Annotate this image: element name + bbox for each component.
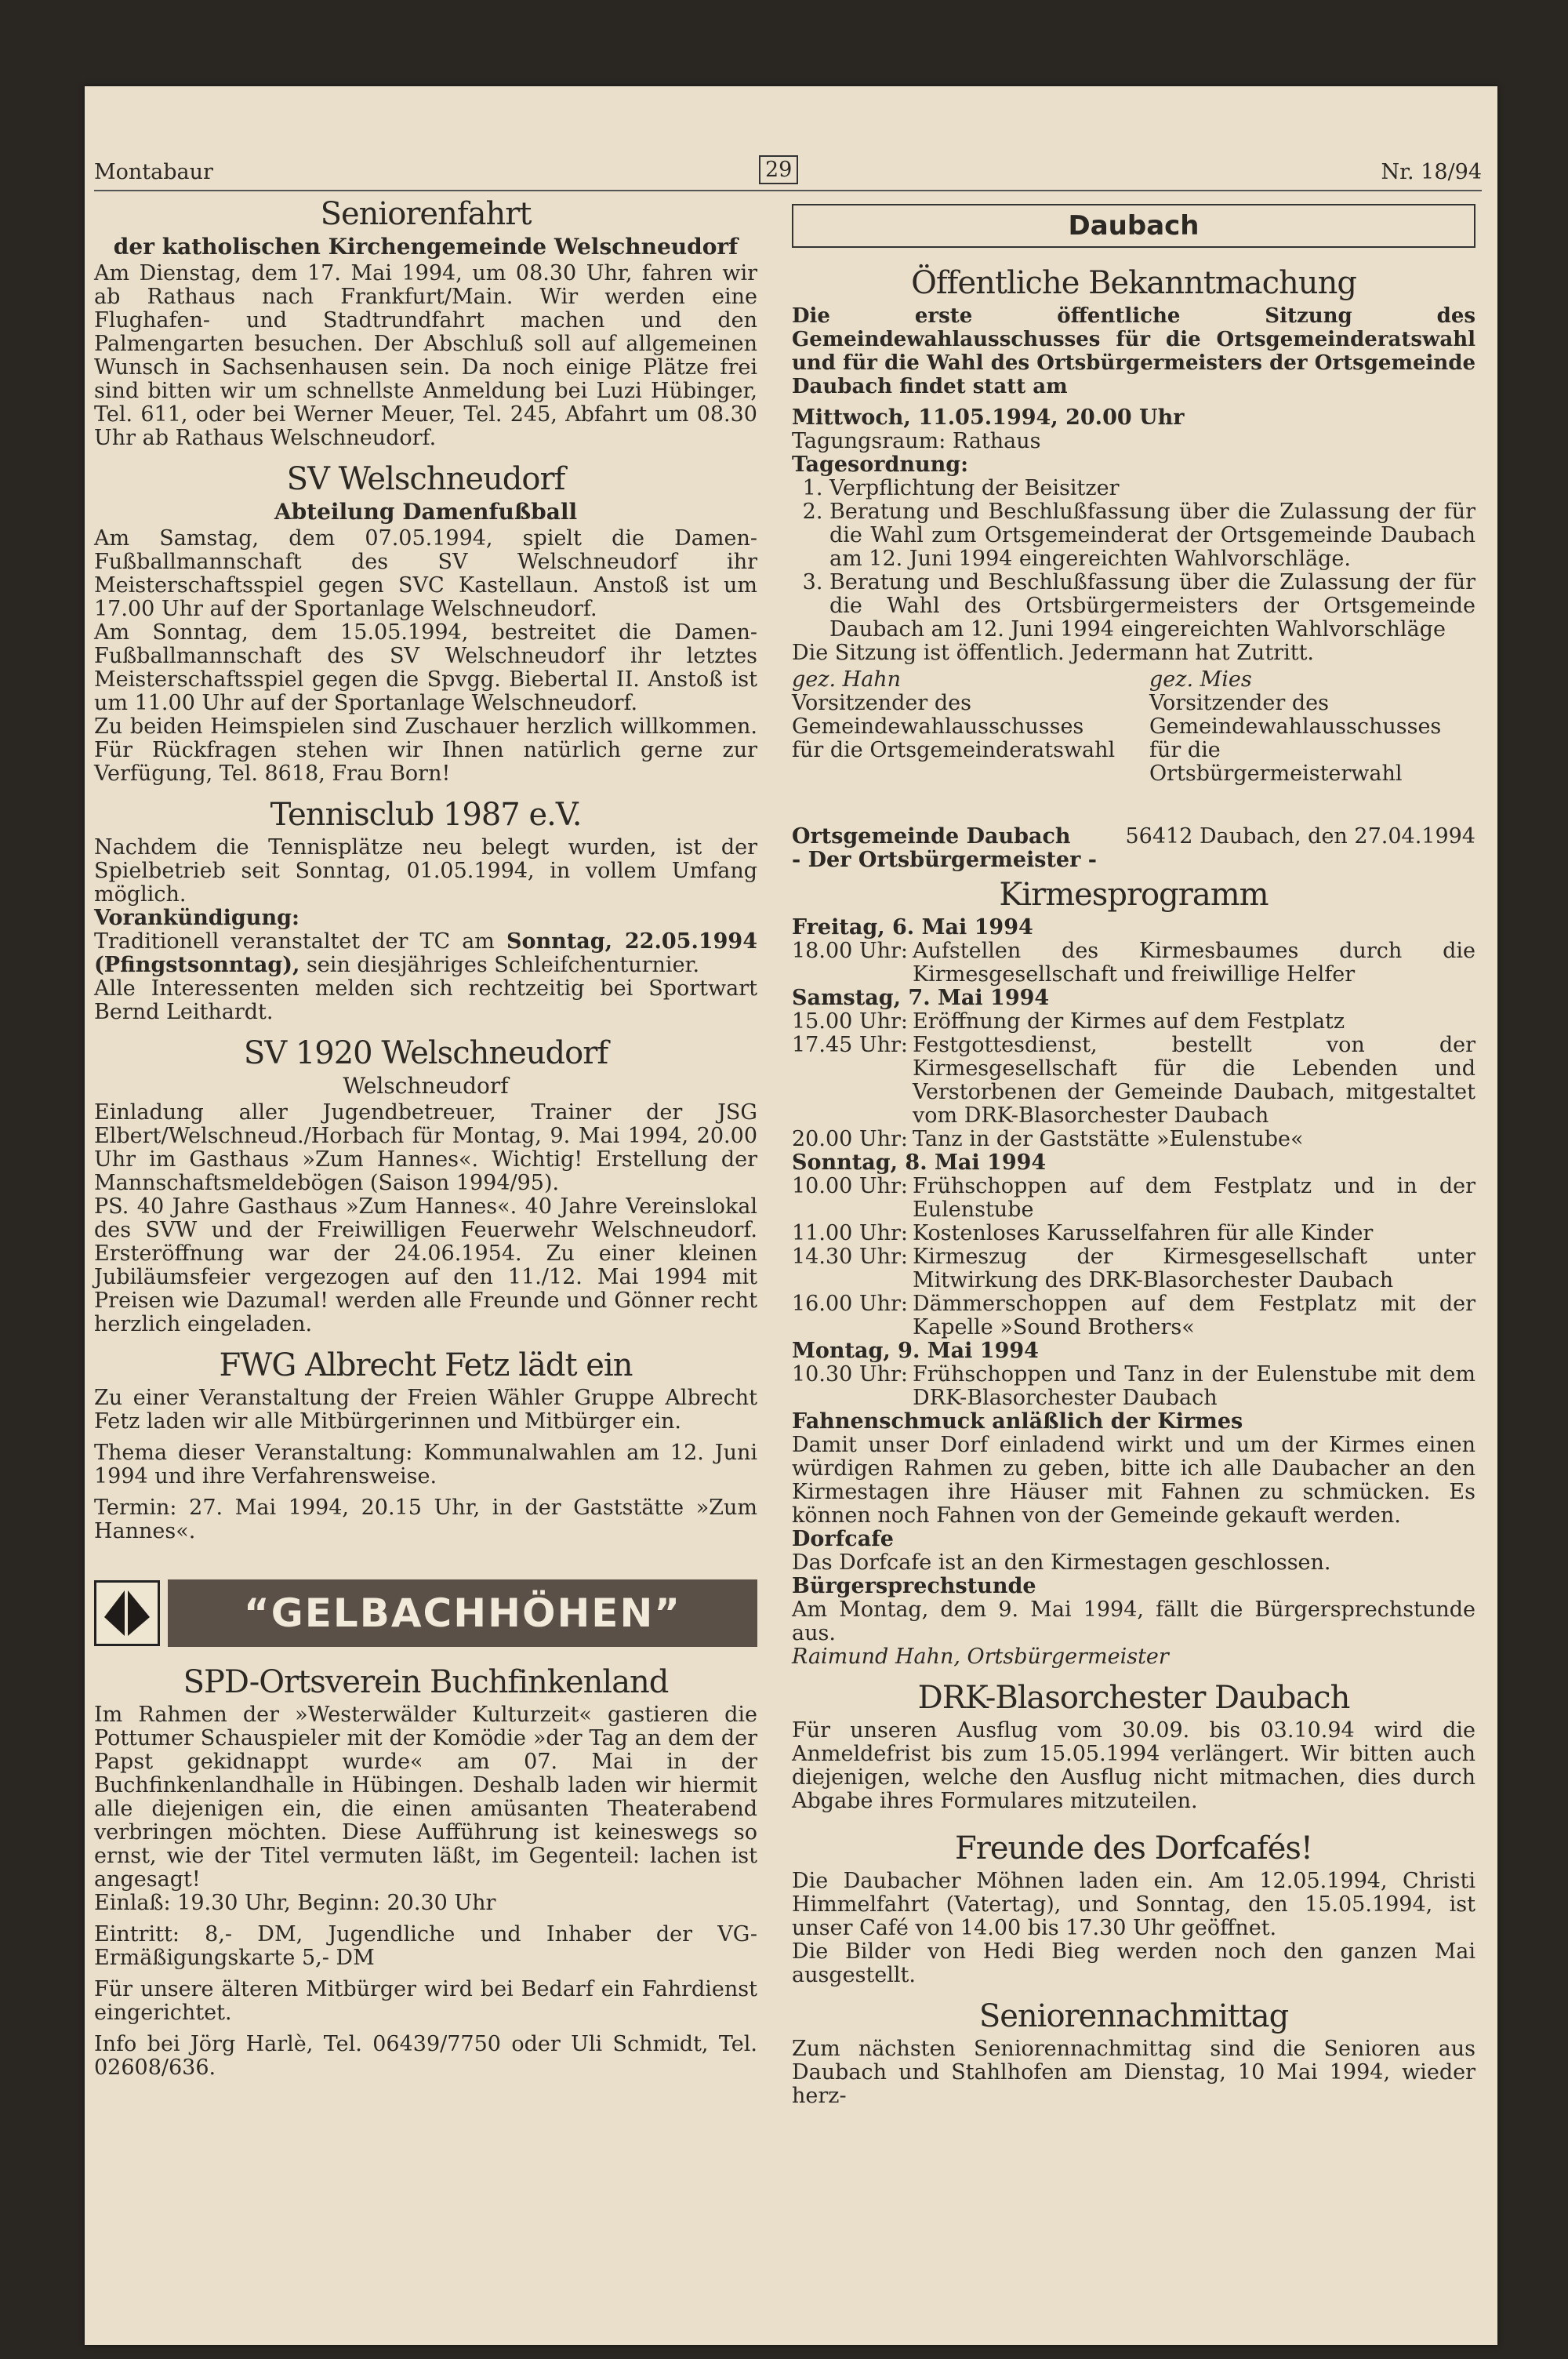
agenda-item: 2. Beratung und Beschlußfassung über die Zulassung der für die Wahl zum Ortsgemeinderat der Ortsgemeinde Daubach am 12. Juni 1994 eingereichten Wahlvorschläge. bbox=[829, 500, 1475, 571]
kirmes-entry bbox=[792, 1222, 1475, 1245]
kirmes-time: 11.00 Uhr: bbox=[792, 1221, 909, 1245]
signature-role: Vorsitzender des Gemeindewahlausschusses für die Ortsgemeinderatswahl bbox=[792, 691, 1116, 762]
agenda-item: 1. Verpflichtung der Beisitzer bbox=[829, 477, 1475, 500]
kirmes-time: 15.00 Uhr: bbox=[792, 1009, 909, 1034]
kirmes-entry bbox=[792, 1128, 1475, 1151]
bekanntmachung-title: Öffentliche Bekanntmachung bbox=[911, 265, 1356, 301]
kirmes-entry bbox=[792, 1010, 1475, 1034]
seniorenfahrt-title: Seniorenfahrt bbox=[320, 196, 532, 232]
header-town: Montabaur bbox=[94, 160, 213, 184]
signature-role: Vorsitzender des Gemeindewahlausschusses für die Ortsbürgermeisterwahl bbox=[1149, 691, 1442, 786]
bekanntmachung-room: Tagungsraum: Rathaus bbox=[792, 429, 1041, 453]
spd-paragraph: Für unsere älteren Mitbürger wird bei Bedarf ein Fahrdienst eingerichtet. bbox=[94, 1977, 757, 2025]
tennis-text-c: sein diesjähriges Schleifchenturnier. bbox=[299, 953, 700, 977]
kirmes-desc: Eröffnung der Kirmes auf dem Festplatz bbox=[913, 1009, 1345, 1034]
kirmes-entry bbox=[792, 1363, 1475, 1410]
fwg-paragraph: Thema dieser Veranstaltung: Kommunalwahlen am 12. Juni 1994 und ihre Verfahrensweise. bbox=[94, 1441, 757, 1488]
spd-paragraph: Im Rahmen der »Westerwälder Kulturzeit« gastieren die Pottumer Schauspieler mit der Komödie »der Tag an dem der Papst gekidnappt wurde« am 07. Mai in der Buchfinkenlandhalle in Hübingen. Deshalb laden wir hiermit alle diejenigen ein, die einen amüsanten Theaterabend verbringen möchten. Diese Aufführung ist keineswegs so ernst, wie der Titel vermuten läßt, im Gegenteil: lachen ist angesagt! bbox=[94, 1703, 757, 1892]
kirmes-time: 10.00 Uhr: bbox=[792, 1174, 909, 1198]
kirmes-desc: Frühschoppen und Tanz in der Eulenstube mit dem DRK-Blasorchester Daubach bbox=[913, 1362, 1475, 1410]
kirmes-desc: Festgottesdienst, bestellt von der Kirmesgesellschaft für die Lebenden und Verstorbenen der Gemeinde Daubach, mitgestaltet vom DRK-Blasorchester Daubach bbox=[913, 1033, 1475, 1128]
seniorenfahrt-subtitle: der katholischen Kirchengemeinde Welschneudorf bbox=[113, 234, 739, 260]
issue-number: Nr. 18/94 bbox=[1381, 160, 1482, 184]
kirmes-entry bbox=[792, 940, 1475, 987]
sv-paragraph: Am Sonntag, dem 15.05.1994, bestreitet die Damen-Fußballmannschaft des SV Welschneudorf ihr letztes Meisterschaftsspiel gegen die Spvgg. Biebertal II. Anstoß ist um 11.00 Uhr auf der Sportanlage Welschneudorf. bbox=[94, 620, 757, 715]
kirmes-time: 20.00 Uhr: bbox=[792, 1127, 909, 1151]
kirmes-entry bbox=[792, 1245, 1475, 1292]
fwg-title: FWG Albrecht Fetz lädt ein bbox=[219, 1347, 633, 1383]
kirmes-desc: Kirmeszug der Kirmesgesellschaft unter Mitwirkung des DRK-Blasorchester Daubach bbox=[913, 1245, 1475, 1292]
kirmes-desc: Dämmerschoppen auf dem Festplatz mit der Kapelle »Sound Brothers« bbox=[913, 1292, 1475, 1339]
sv-subtitle: Abteilung Damenfußball bbox=[274, 499, 578, 525]
fahnen-text: Damit unser Dorf einladend wirkt und um der Kirmes einen würdigen Rahmen zu geben, bitte ich alle Daubacher an den Kirmestagen ihre Häuser mit Fahnen zu schmücken. Es können noch Fahnen von der Gemeinde gekauft werden. bbox=[792, 1433, 1475, 1528]
section-daubach: Daubach bbox=[792, 204, 1475, 248]
tennis-paragraph: Alle Interessenten melden sich rechtzeitig bei Sportwart Bernd Leithardt. bbox=[94, 976, 757, 1024]
signature-block bbox=[792, 668, 1118, 786]
gelbach-logo-icon bbox=[94, 1580, 160, 1646]
kirmes-time: 14.30 Uhr: bbox=[792, 1245, 909, 1269]
buergersprechstunde-text: Am Montag, dem 9. Mai 1994, fällt die Bürgersprechstunde aus. bbox=[792, 1598, 1475, 1645]
gelbachhoehen-banner bbox=[94, 1579, 757, 1647]
sv1920-subtitle: Welschneudorf bbox=[343, 1073, 509, 1099]
kirmes-signature: Raimund Hahn, Ortsbürgermeister bbox=[792, 1645, 1169, 1669]
ortsgemeinde-row bbox=[792, 825, 1475, 849]
tennis-text-a: Traditionell veranstaltet der TC am bbox=[94, 929, 506, 954]
freunde-paragraph: Die Bilder von Hedi Bieg werden noch den ganzen Mai ausgestellt. bbox=[792, 1939, 1475, 1987]
bekanntmachung-public: Die Sitzung ist öffentlich. Jedermann hat Zutritt. bbox=[792, 641, 1314, 665]
tennis-label: Vorankündigung: bbox=[94, 906, 299, 930]
ortsgemeinde-date: 56412 Daubach, den 27.04.1994 bbox=[1125, 824, 1475, 849]
signature-block bbox=[1149, 668, 1475, 786]
kirmes-time: 17.45 Uhr: bbox=[792, 1033, 909, 1057]
drk-text: Für unseren Ausflug vom 30.09. bis 03.10.94 wird die Anmeldefrist bis zum 15.05.1994 verlängert. Wir bitten auch diejenigen, welche den Ausflug nicht mitmachen, dies durch Abgabe ihres Formulares mitzuteilen. bbox=[792, 1718, 1475, 1813]
seniorenfahrt-text: Am Dienstag, dem 17. Mai 1994, um 08.30 Uhr, fahren wir ab Rathaus nach Frankfurt/Main. Wir werden eine Flughafen- und Stadtrundfahrt machen und den Palmengarten besuchen. Der Abschluß soll auf allgemeinen Wunsch in Sachsenhausen sein. Da noch einige Plätze frei sind bitten wir um schnellste Anmeldung bei Luzi Hübinger, Tel. 611, oder bei Werner Meuer, Tel. 245, Abfahrt um 08.30 Uhr ab Rathaus Welschneudorf. bbox=[94, 261, 757, 450]
kirmes-title: Kirmesprogramm bbox=[999, 877, 1269, 913]
ortsbuergermeister-label: - Der Ortsbürgermeister - bbox=[792, 848, 1097, 872]
sv-paragraph: Am Samstag, dem 07.05.1994, spielt die Damen-Fußballmannschaft des SV Welschneudorf ihr Meisterschaftsspiel gegen SVC Kastellaun. Anstoß ist um 17.00 Uhr auf der Sportanlage Welschneudorf. bbox=[94, 526, 757, 621]
agenda-label: Tagesordnung: bbox=[792, 453, 969, 477]
spd-paragraph: Info bei Jörg Harlè, Tel. 06439/7750 oder Uli Schmidt, Tel. 02608/636. bbox=[94, 2032, 757, 2080]
signature-name: gez. Mies bbox=[1149, 667, 1252, 692]
freunde-title: Freunde des Dorfcafés! bbox=[955, 1830, 1312, 1866]
fwg-paragraph: Zu einer Veranstaltung der Freien Wähler Gruppe Albrecht Fetz laden wir alle Mitbürgerinnen und Mitbürger ein. bbox=[94, 1386, 757, 1434]
kirmes-desc: Kostenloses Karusselfahren für alle Kinder bbox=[913, 1221, 1374, 1245]
kirmes-day: Montag, 9. Mai 1994 bbox=[792, 1339, 1039, 1363]
ortsgemeinde-name: Ortsgemeinde Daubach bbox=[792, 824, 1071, 849]
sv1920-title: SV 1920 Welschneudorf bbox=[243, 1035, 608, 1071]
fwg-paragraph: Termin: 27. Mai 1994, 20.15 Uhr, in der Gaststätte »Zum Hannes«. bbox=[94, 1496, 757, 1543]
kirmes-entry bbox=[792, 1175, 1475, 1222]
bekanntmachung-intro: Die erste öffentliche Sitzung des Gemeindewahlausschusses für die Ortsgemeinderatswahl und für die Wahl des Ortsbürgermeisters der Ortsgemeinde Daubach findet statt am bbox=[792, 304, 1475, 398]
right-column bbox=[792, 196, 1475, 2108]
kirmes-day: Sonntag, 8. Mai 1994 bbox=[792, 1150, 1047, 1175]
tennis-paragraph: Nachdem die Tennisplätze neu belegt wurden, ist der Spielbetrieb seit Sonntag, 01.05.1994, in vollem Umfang möglich. bbox=[94, 835, 757, 907]
kirmes-time: 10.30 Uhr: bbox=[792, 1362, 909, 1387]
tennis-date: Sonntag, 22.05.1994 (Pfingstsonntag), bbox=[94, 929, 757, 977]
page-number: 29 bbox=[759, 155, 798, 184]
header-rule bbox=[94, 190, 1482, 191]
gelbachhoehen-title: “GELBACHHÖHEN” bbox=[168, 1579, 757, 1647]
spd-paragraph: Eintritt: 8,- DM, Jugendliche und Inhaber der VG-Ermäßigungskarte 5,- DM bbox=[94, 1922, 757, 1970]
kirmes-desc: Frühschoppen auf dem Festplatz und in der Eulenstube bbox=[913, 1174, 1475, 1222]
seniorennachmittag-text: Zum nächsten Seniorennachmittag sind die Senioren aus Daubach und Stahlhofen am Dienstag, 10 Mai 1994, wieder herz- bbox=[792, 2037, 1475, 2108]
signature-name: gez. Hahn bbox=[792, 667, 902, 692]
buergersprechstunde-title: Bürgersprechstunde bbox=[792, 1574, 1036, 1598]
kirmes-time: 18.00 Uhr: bbox=[792, 939, 909, 963]
spd-title: SPD-Ortsverein Buchfinkenland bbox=[183, 1664, 669, 1700]
spd-paragraph: Einlaß: 19.30 Uhr, Beginn: 20.30 Uhr bbox=[94, 1891, 496, 1915]
bekanntmachung-date: Mittwoch, 11.05.1994, 20.00 Uhr bbox=[792, 405, 1185, 430]
agenda-list bbox=[792, 477, 1475, 642]
kirmes-time: 16.00 Uhr: bbox=[792, 1292, 909, 1316]
newspaper-page bbox=[85, 86, 1497, 2345]
dorfcafe-text: Das Dorfcafe ist an den Kirmestagen geschlossen. bbox=[792, 1550, 1331, 1575]
sv1920-paragraph: PS. 40 Jahre Gasthaus »Zum Hannes«. 40 Jahre Vereinslokal des SVW und der Freiwilligen Feuerwehr Welschneudorf. Ersteröffnung war der 24.06.1954. Zu einer kleinen Jubiläumsfeier vergezogen auf den 11./12. Mai 1994 mit Preisen wie Dazumal! werden alle Freunde und Gönner recht herzlich eingeladen. bbox=[94, 1194, 757, 1336]
tennis-title: Tennisclub 1987 e.V. bbox=[270, 797, 582, 833]
dorfcafe-title: Dorfcafe bbox=[792, 1527, 894, 1551]
kirmes-entry bbox=[792, 1292, 1475, 1339]
kirmes-day: Freitag, 6. Mai 1994 bbox=[792, 915, 1033, 940]
tennis-announcement bbox=[94, 930, 757, 977]
agenda-item: 3. Beratung und Beschlußfassung über die Zulassung der für die Wahl des Ortsbürgermeisters der Ortsgemeinde Daubach am 12. Juni 1994 eingereichten Wahlvorschläge bbox=[829, 571, 1475, 642]
sv-title: SV Welschneudorf bbox=[286, 461, 565, 497]
freunde-paragraph: Die Daubacher Möhnen laden ein. Am 12.05.1994, Christi Himmelfahrt (Vatertag), und Sonntag, den 15.05.1994, ist unser Café von 14.00 bis 17.30 Uhr geöffnet. bbox=[792, 1869, 1475, 1940]
kirmes-day: Samstag, 7. Mai 1994 bbox=[792, 986, 1050, 1010]
kirmes-entry bbox=[792, 1034, 1475, 1128]
drk-title: DRK-Blasorchester Daubach bbox=[917, 1680, 1350, 1716]
sv-paragraph: Zu beiden Heimspielen sind Zuschauer herzlich willkommen. Für Rückfragen stehen wir Ihnen natürlich gerne zur Verfügung, Tel. 8618, Frau Born! bbox=[94, 714, 757, 786]
sv1920-paragraph: Einladung aller Jugendbetreuer, Trainer der JSG Elbert/Welschneud./Horbach für Montag, 9. Mai 1994, 20.00 Uhr im Gasthaus »Zum Hannes«. Wichtig! Erstellung der Mannschaftsmeldebögen (Saison 1994/95). bbox=[94, 1100, 757, 1195]
left-column bbox=[94, 196, 757, 2080]
fahnen-title: Fahnenschmuck anläßlich der Kirmes bbox=[792, 1409, 1243, 1434]
kirmes-desc: Tanz in der Gaststätte »Eulenstube« bbox=[913, 1127, 1304, 1151]
kirmes-desc: Aufstellen des Kirmesbaumes durch die Kirmesgesellschaft und freiwillige Helfer bbox=[913, 939, 1475, 987]
seniorennachmittag-title: Seniorennachmittag bbox=[978, 1998, 1289, 2034]
signatures bbox=[792, 668, 1475, 786]
